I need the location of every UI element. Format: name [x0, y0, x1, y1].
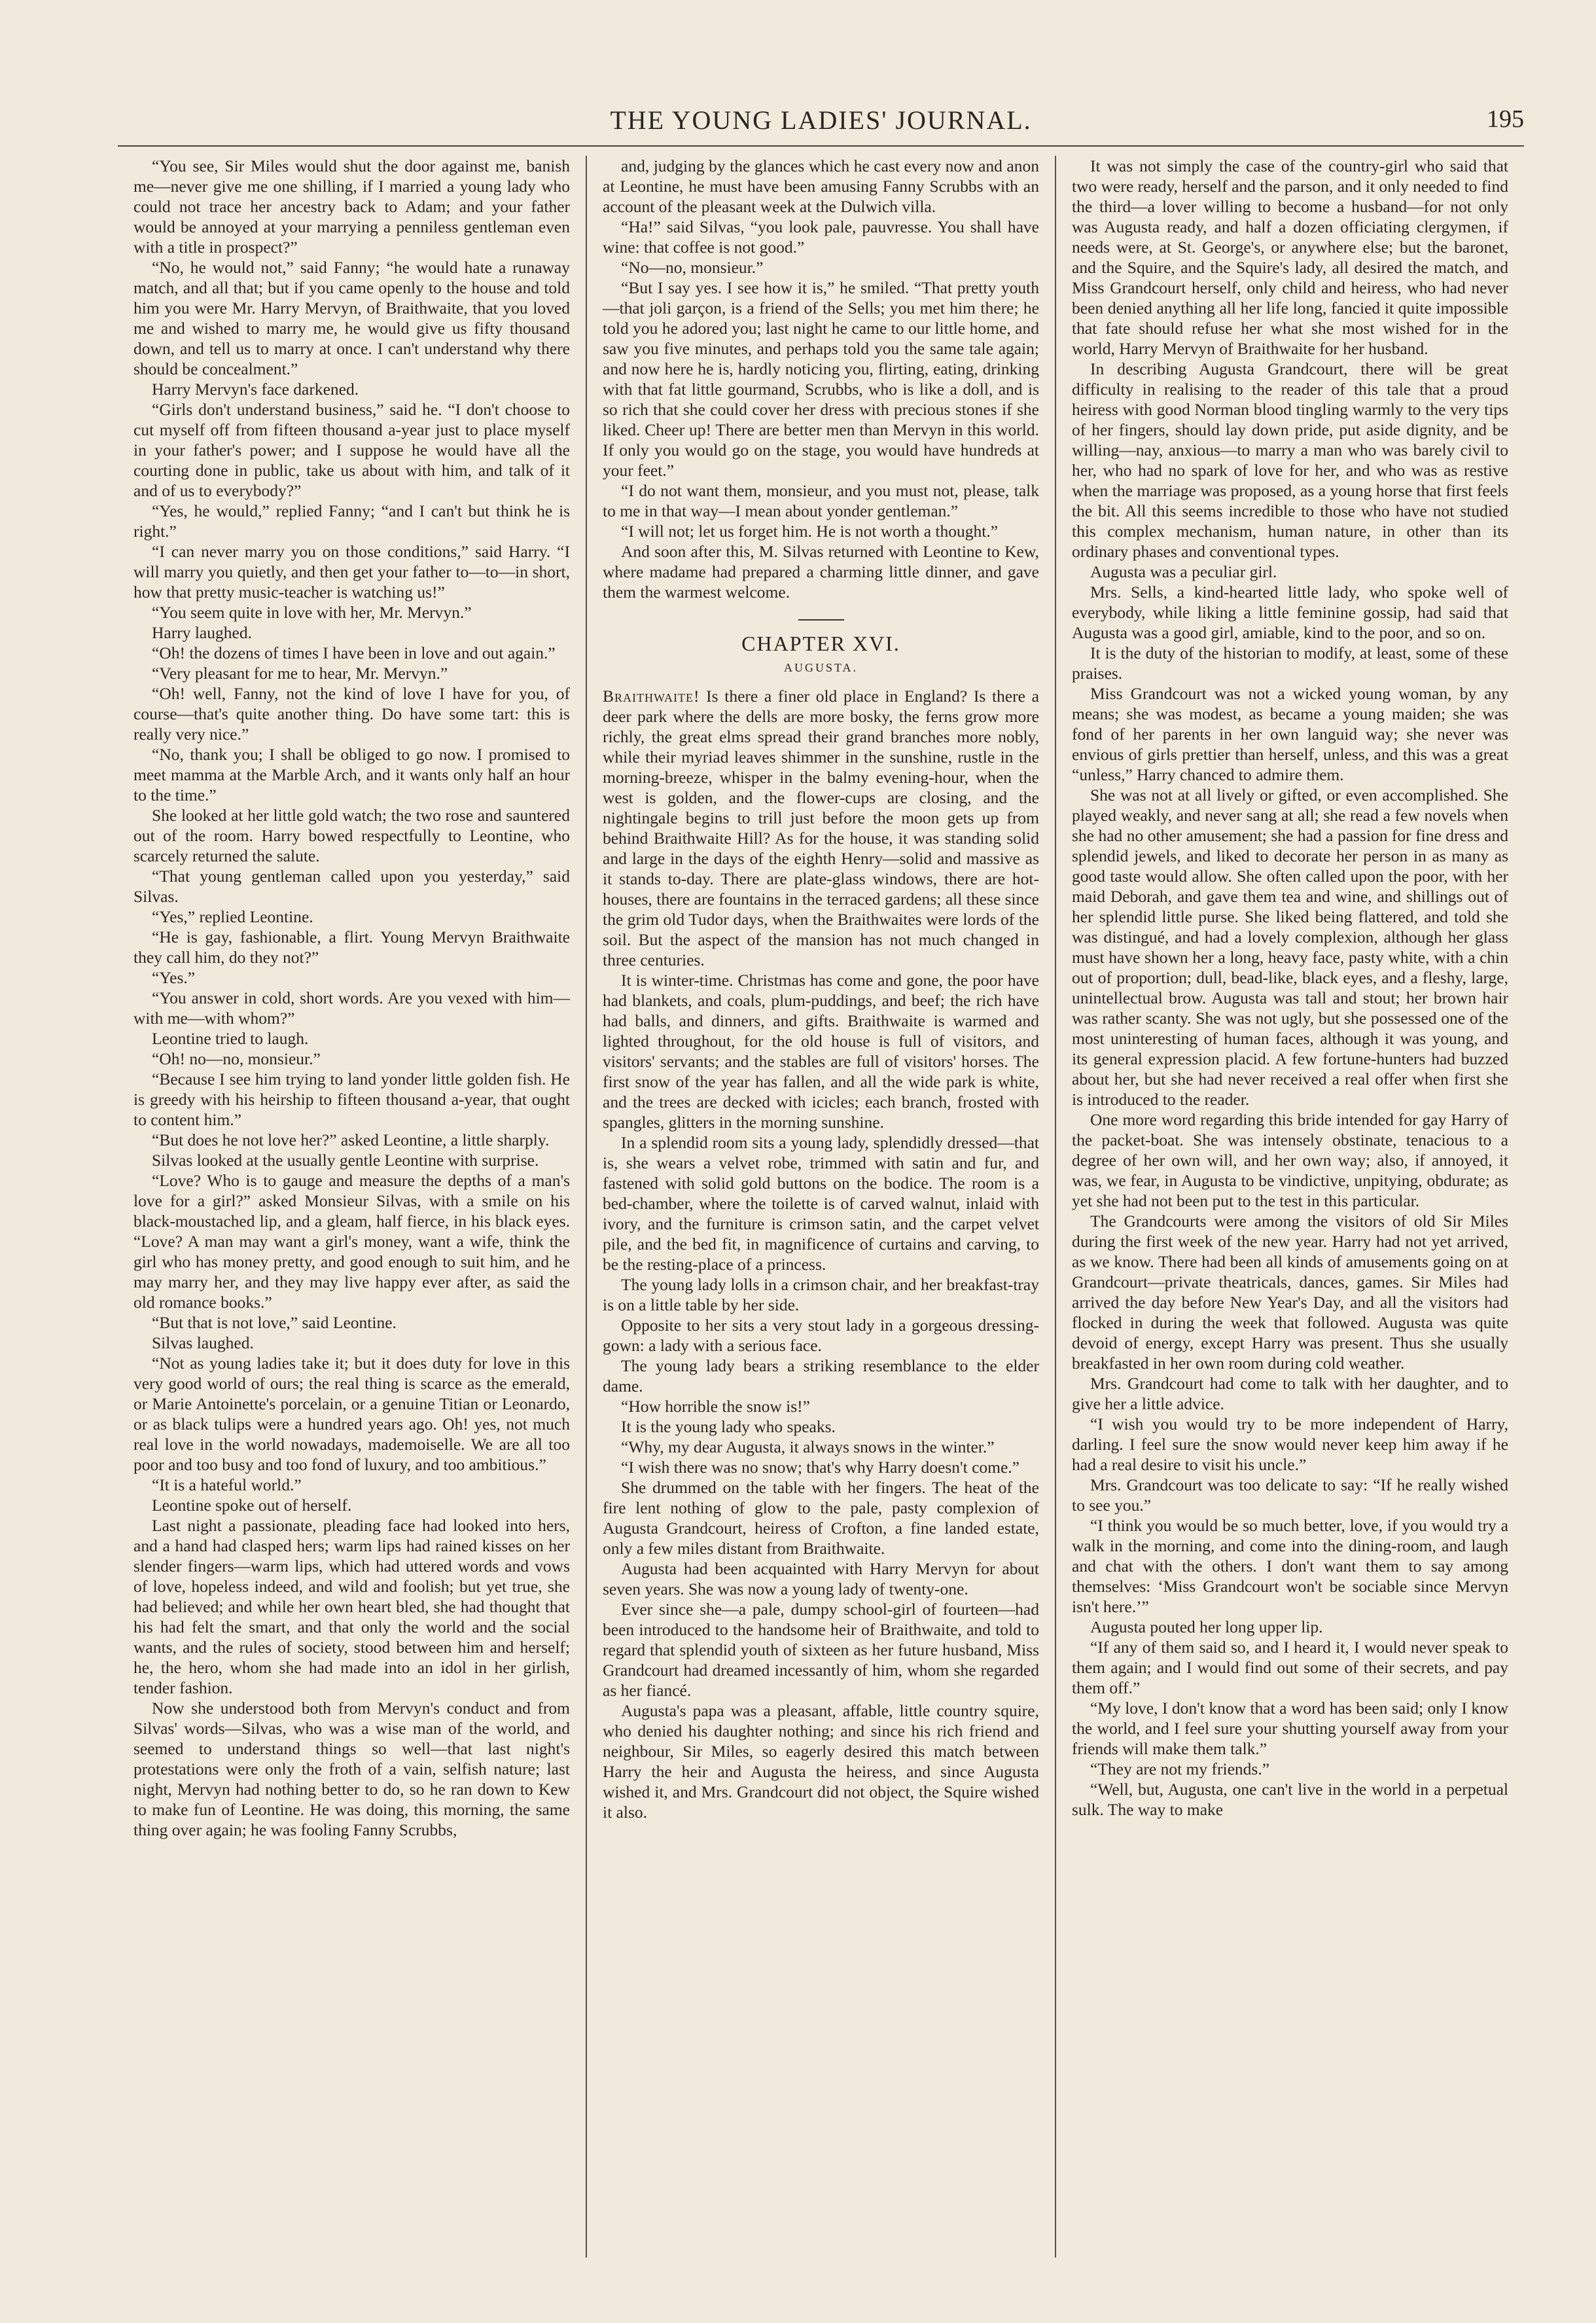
paragraph: She drummed on the table with her fingers. The heat of the fire lent nothing of glow to the pale, pasty complexion of Augusta Grandcourt, heiress of Crofton, a fine landed estate, only a few miles distant from Braithwaite.: [603, 1478, 1039, 1558]
chapter-opening-paragraph: [603, 686, 1039, 970]
paragraph: “You seem quite in love with her, Mr. Mervyn.”: [152, 603, 472, 622]
paragraph: “You see, Sir Miles would shut the door against me, banish me—never give me one shilling, if I married a young lady who could not trace her ancestry back to Adam; and your father would be annoyed at your marrying a penniless gentleman even with a title in prospect?”: [133, 156, 570, 257]
paragraph: “If any of them said so, and I heard it, I would never speak to them again; and I would find out some of their secrets, and pay them off.”: [1072, 1638, 1508, 1697]
paragraph: Now she understood both from Mervyn's conduct and from Silvas' words—Silvas, who was a wise man of the world, and seemed to understand things so well—that last night's protestations were only the froth of a vain, selfish nature; last night, Mervyn had nothing better to do, so he ran down to Kew to make fun of Leontine. He was doing, this morning, the same thing over again; he was fooling Fanny Scrubbs,: [133, 1699, 570, 1839]
paragraph: “Oh! no—no, monsieur.”: [152, 1049, 321, 1068]
paragraph: In a splendid room sits a young lady, splendidly dressed—that is, she wears a velvet robe, trimmed with satin and fur, and fastened with solid gold buttons on the bodice. The room is a bed-chamber, where the toilette is of carved walnut, inlaid with ivory, and the furniture is crimson satin, and the carpet velvet pile, and the bed fit, in magnificence of curtains and carving, to be the resting-place of a princess.: [603, 1133, 1039, 1274]
paragraph: “I do not want them, monsieur, and you must not, please, talk to me in that way—I mean about yonder gentleman.”: [603, 481, 1039, 520]
column-left: [118, 156, 586, 2258]
paragraph: “That young gentleman called upon you yesterday,” said Silvas.: [133, 867, 570, 906]
paragraph: And soon after this, M. Silvas returned with Leontine to Kew, where madame had prepared a charming little dinner, and gave them the warmest welcome.: [603, 542, 1039, 602]
paragraph: The young lady lolls in a crimson chair, and her breakfast-tray is on a little table by her side.: [603, 1275, 1039, 1314]
paragraph: “But I say yes. I see how it is,” he smiled. “That pretty youth—that joli garçon, is a friend of the Sells; you met him there; he told you he adored you; last night he came to our little home, and saw you five minutes, and perhaps told you the same tale again; and now here he is, hardly noticing you, flirting, eating, drinking with that fat little gourmand, Scrubbs, who is like a doll, and is so rich that she could cover her dress with precious stones if she liked. Cheer up! There are better men than Mervyn in this world. If only you would go on the stage, you would have hundreds at your feet.”: [603, 278, 1039, 480]
paragraph: “I think you would be so much better, love, if you would try a walk in the morning, and come into the dining-room, and laugh and chat with the others. I don't want them to say among themselves: ‘Miss Grandcourt won't be sociable since Mervyn isn't here.’”: [1072, 1516, 1508, 1616]
paragraph: “But that is not love,” said Leontine.: [152, 1313, 397, 1332]
paragraph: “How horrible the snow is!”: [621, 1397, 810, 1416]
paragraph: “Because I see him trying to land yonder little golden fish. He is greedy with his heirship to fifteen thousand a-year, that ought to content him.”: [133, 1070, 570, 1129]
paragraph: “Why, my dear Augusta, it always snows in the winter.”: [621, 1437, 995, 1456]
column-middle-continuation: [603, 156, 1039, 602]
paragraph: Augusta's papa was a pleasant, affable, little country squire, who denied his daughter nothing; and since his rich friend and neighbour, Sir Miles, so eagerly desired this match between Harry the heir and Augusta the heiress, and since Augusta wished it, and Mrs. Grandcourt did not object, the Squire wished it also.: [603, 1701, 1039, 1822]
header-rule: [118, 145, 1524, 147]
paragraph: “No—no, monsieur.”: [621, 258, 764, 277]
paragraph: Leontine tried to laugh.: [152, 1029, 309, 1048]
paragraph: “Well, but, Augusta, one can't live in the world in a perpetual sulk. The way to make: [1072, 1780, 1508, 1819]
column-middle-chapter-body: [603, 970, 1039, 1822]
paragraph: In describing Augusta Grandcourt, there will be great difficulty in realising to the reader of this tale that a proud heiress with good Norman blood tingling warmly to the very tips of her fingers, should lay down pride, put aside dignity, and be willing—nay, anxious—to marry a man who was barely civil to her, who had no spark of love for her, and who was as restive when the marriage was proposed, as a young horse that first feels the bit. All this seems incredible to those who have not studied this complex mechanism, human nature, in other than its ordinary phases and conventional types.: [1072, 359, 1508, 561]
paragraph: She looked at her little gold watch; the two rose and sauntered out of the room. Harry bowed respectfully to Leontine, who scarcely returned the salute.: [133, 806, 570, 865]
paragraph: It is winter-time. Christmas has come and gone, the poor have had blankets, and coals, plum-puddings, and beef; the rich have had balls, and dinners, and gifts. Braithwaite is warmed and lighted throughout, for the old house is full of visitors, and visitors' servants; and the stables are full of visitors' horses. The first snow of the year has fallen, and all the wide park is white, and the trees are decked with icicles; each branch, frosted with spangles, glitters in the morning sunshine.: [603, 971, 1039, 1132]
paragraph: “You answer in cold, short words. Are you vexed with him—with me—with whom?”: [133, 988, 570, 1028]
paragraph: “Not as young ladies take it; but it does duty for love in this very good world of ours; the real thing is scarce as the emerald, or Marie Antoinette's porcelain, or a genuine Titian or Leonardo, or as black tulips were a hundred years ago. Oh! yes, not much real love in the world nowadays, mademoiselle. We are all too poor and too busy and too fond of luxury, and too ambitious.”: [133, 1354, 570, 1474]
paragraph: “Very pleasant for me to hear, Mr. Mervyn.”: [152, 664, 448, 683]
paragraph: and, judging by the glances which he cast every now and anon at Leontine, he must have been amusing Fanny Scrubbs with an account of the pleasant week at the Dulwich villa.: [603, 156, 1039, 216]
paragraph: “Yes, he would,” replied Fanny; “and I can't but think he is right.”: [133, 501, 570, 541]
paragraph: She was not at all lively or gifted, or even accomplished. She played weakly, and never sang at all; she read a few novels when she had no other amusement; she had a passion for fine dress and splendid jewels, and liked to decorate her person in as many as good taste would allow. She often called upon the poor, with her maid Deborah, and gave them tea and wine, and shillings out of her splendid little purse. She liked being flattered, and told she was distingué, and had a lovely complexion, although her glass must have shown her a long, heavy face, pasty white, with a chin out of proportion; dull, bead-like, black eyes, and a fleshy, large, unintellectual brow. Augusta was tall and stout; her brown hair was rather scanty. She was not ugly, but she possessed one of the most uninteresting of human faces, although it was young, and its general expression placid. A few fortune-hunters had buzzed about her, but she had never received a real offer when first she is introduced to the reader.: [1072, 785, 1508, 1109]
paragraph: “Love? Who is to gauge and measure the depths of a man's love for a girl?” asked Monsieur Silvas, with a smile on his black-moustached lip, and a gleam, half fierce, in his black eyes. “Love? A man may want a girl's money, want a wife, think the girl who has money pretty, and good enough to suit him, and he may marry her, and they may live happy ever after, as said the old romance books.”: [133, 1171, 570, 1312]
paragraph: Silvas laughed.: [152, 1333, 254, 1352]
paragraph: Harry laughed.: [152, 623, 252, 642]
paragraph: “It is a hateful world.”: [152, 1475, 302, 1494]
paragraph: “Oh! the dozens of times I have been in love and out again.”: [152, 643, 556, 662]
paragraph: “They are not my friends.”: [1090, 1759, 1270, 1778]
paragraph: “Oh! well, Fanny, not the kind of love I have for you, of course—that's quite another thing. Do have some tart: this is really very nice.”: [133, 684, 570, 744]
paragraph: Augusta was a peculiar girl.: [1090, 562, 1277, 581]
page-header: [118, 105, 1524, 144]
paragraph: Last night a passionate, pleading face had looked into hers, and a hand had clasped hers; warm lips had rained kisses on her slender fingers—warm lips, which had uttered words and vows of love, hopeless indeed, and wild and foolish; but yet true, she had believed; and while her own heart bled, she had thought that his had felt the smart, and that only the world and the social wants, and the rules of society, stood between him and herself; he, the hero, whom she had made into an idol in her girlish, tender fashion.: [133, 1516, 570, 1697]
chapter-opening-text: Is there a finer old place in England? Is there a deer park where the dells are more bosky, the ferns grow more richly, the great elms spread their grand branches more nobly, while their myriad leaves shimmer in the sunshine, rustle in the morning-breeze, whisper in the balmy evening-hour, when the west is golden, and the flower-cups are closing, and the nightingale begins to trill just before the moon gets up from behind Braithwaite Hill? As for the house, it was standing solid and large in the days of the eighth Henry—solid and massive as it stands to-day. There are plate-glass windows, there are hot-houses, there are fountains in the terraced gardens; all these since the grim old Tudor days, when the Braithwaites were lords of the soil. But the aspect of the mansion has not much changed in three centuries.: [603, 687, 1039, 969]
paragraph: Opposite to her sits a very stout lady in a gorgeous dressing-gown: a lady with a serious face.: [603, 1316, 1039, 1355]
paragraph: “I wish you would try to be more independent of Harry, darling. I feel sure the snow would never keep him away if he had a real desire to visit his uncle.”: [1072, 1414, 1508, 1474]
chapter-opening-word: Braithwaite!: [603, 687, 700, 706]
page-number: 195: [1487, 105, 1524, 133]
paragraph: “I will not; let us forget him. He is not worth a thought.”: [621, 522, 999, 541]
paragraph: Mrs. Sells, a kind-hearted little lady, who spoke well of everybody, while liking a little feminine gossip, had said that Augusta was a good girl, amiable, kind to the poor, and so on.: [1072, 583, 1508, 642]
paragraph: “Ha!” said Silvas, “you look pale, pauvresse. You shall have wine: that coffee is not good.”: [603, 217, 1039, 257]
paragraph: Mrs. Grandcourt was too delicate to say: “If he really wished to see you.”: [1072, 1475, 1508, 1515]
text-columns: [118, 156, 1524, 2258]
paragraph: It was not simply the case of the country-girl who said that two were ready, herself and the parson, and it only needed to find the third—a lover willing to become a husband—for not only was Augusta ready, and half a dozen officiating clergymen, if needs were, at St. George's, or anywhere else; but the baronet, and the Squire, and the Squire's lady, all desired the match, and Miss Grandcourt herself, only child and heiress, who had never been denied anything all her life long, fancied it quite impossible that fate should refuse her what she most wished for in the world, Harry Mervyn of Braithwaite for her husband.: [1072, 156, 1508, 358]
paragraph: “Yes,” replied Leontine.: [152, 907, 313, 926]
paragraph: “No, thank you; I shall be obliged to go now. I promised to meet mamma at the Marble Arch, and it wants only half an hour to the time.”: [133, 745, 570, 804]
paragraph: “I can never marry you on those conditions,” said Harry. “I will marry you quietly, and then get your father to—to—in short, how that pretty music-teacher is watching us!”: [133, 542, 570, 602]
chapter-title: CHAPTER XVI.: [741, 632, 900, 655]
paragraph: One more word regarding this bride intended for gay Harry of the packet-boat. She was intensely obstinate, tenacious to a degree of her own will, and her own way; also, if annoyed, it was, we fear, in Augusta to be vindictive, unpitying, obdurate; as yet she had not been put to the test in this particular.: [1072, 1110, 1508, 1210]
paragraph: It is the duty of the historian to modify, at least, some of these praises.: [1072, 643, 1508, 683]
paragraph: “But does he not love her?” asked Leontine, a little sharply.: [152, 1130, 550, 1149]
paragraph: Miss Grandcourt was not a wicked young woman, by any means; she was modest, as became a young maiden; she was fond of her parents in her own languid way; she never was envious of girls prettier than herself, unless, and this was a great “unless,” Harry chanced to admire them.: [1072, 684, 1508, 784]
column-right: [1055, 156, 1524, 2258]
paragraph: Mrs. Grandcourt had come to talk with her daughter, and to give her a little advice.: [1072, 1374, 1508, 1413]
paragraph: “He is gay, fashionable, a flirt. Young Mervyn Braithwaite they call him, do they not?”: [133, 927, 570, 967]
paragraph: Leontine spoke out of herself.: [152, 1496, 352, 1515]
paragraph: “I wish there was no snow; that's why Harry doesn't come.”: [621, 1458, 1020, 1477]
paragraph: Augusta had been acquainted with Harry Mervyn for about seven years. She was now a young lady of twenty-one.: [603, 1559, 1039, 1598]
journal-title: THE YOUNG LADIES' JOURNAL.: [610, 105, 1032, 135]
paragraph: Augusta pouted her long upper lip.: [1090, 1617, 1323, 1636]
paragraph: “My love, I don't know that a word has been said; only I know the world, and I feel sure your shutting yourself away from your friends will make them talk.”: [1072, 1699, 1508, 1758]
paragraph: The Grandcourts were among the visitors of old Sir Miles during the first week of the new year. Harry had not yet arrived, as we know. There had been all kinds of amusements going on at Grandcourt—private theatricals, dances, games. Sir Miles had arrived the day before New Year's Day, and all the visitors had flocked in during the week that followed. Augusta was quite devoid of energy, except Harry was present. Thus she usually breakfasted in her own room during cold weather.: [1072, 1212, 1508, 1373]
paragraph: Silvas looked at the usually gentle Leontine with surprise.: [152, 1151, 539, 1170]
paragraph: “Girls don't understand business,” said he. “I don't choose to cut myself off from fifteen thousand a-year just to place myself in your father's power; and I suppose he would have all the courting done in public, take us about with him, and talk of it and of us to everybody?”: [133, 400, 570, 500]
paragraph: Harry Mervyn's face darkened.: [152, 380, 359, 399]
paragraph: It is the young lady who speaks.: [621, 1417, 836, 1436]
paragraph: “No, he would not,” said Fanny; “he would hate a runaway match, and all that; but if you came openly to the house and told him you were Mr. Harry Mervyn, of Braithwaite, that you loved me and wished to marry me, he would give us fifty thousand down, and tell us to marry at once. I can't understand why there should be concealment.”: [133, 258, 570, 378]
paragraph: The young lady bears a striking resemblance to the elder dame.: [603, 1356, 1039, 1396]
column-middle: [586, 156, 1055, 2258]
paragraph: Ever since she—a pale, dumpy school-girl of fourteen—had been introduced to the handsome heir of Braithwaite, and told to regard that splendid youth of sixteen as her future husband, Miss Grandcourt had dreamed incessantly of him, whom she regarded as her fiancé.: [603, 1600, 1039, 1700]
paragraph: “Yes.”: [152, 968, 196, 987]
chapter-subtitle: AUGUSTA.: [783, 661, 859, 674]
chapter-divider: [798, 619, 844, 621]
